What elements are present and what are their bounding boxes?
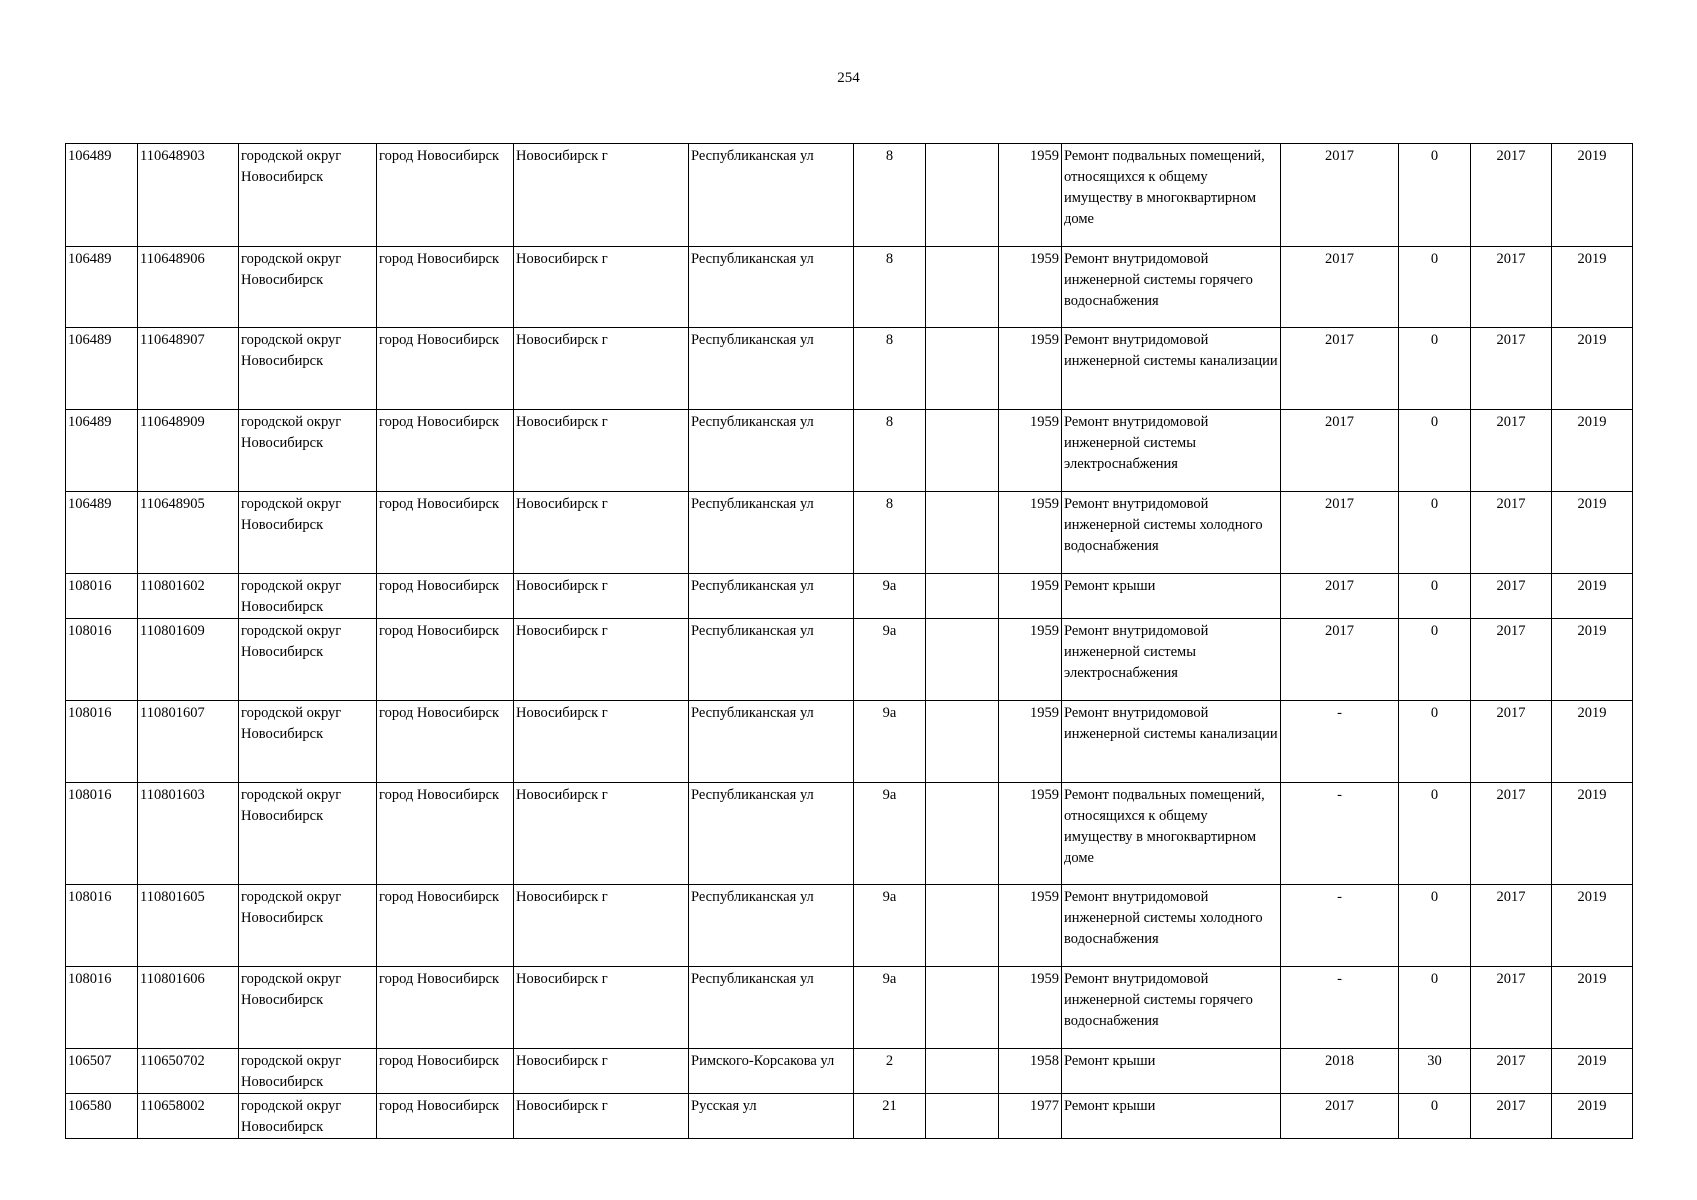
- cell-year-to: 2019: [1552, 783, 1633, 885]
- cell-settlement: город Новосибирск: [377, 247, 514, 328]
- cell-code: 110801606: [138, 967, 239, 1049]
- cell-city: Новосибирск г: [514, 1094, 689, 1139]
- cell-settlement: город Новосибирск: [377, 783, 514, 885]
- cell-street: Республиканская ул: [689, 967, 854, 1049]
- cell-house: 8: [854, 492, 926, 574]
- registry-table: [65, 143, 1633, 1139]
- table-row: [66, 247, 1633, 328]
- cell-city: Новосибирск г: [514, 247, 689, 328]
- cell-year-plan: -: [1281, 885, 1399, 967]
- cell-house: 8: [854, 410, 926, 492]
- cell-city: Новосибирск г: [514, 328, 689, 410]
- cell-street: Республиканская ул: [689, 492, 854, 574]
- cell-year: 1959: [999, 619, 1062, 701]
- cell-code: 110648906: [138, 247, 239, 328]
- cell-percent: 0: [1399, 967, 1471, 1049]
- cell-street: Республиканская ул: [689, 328, 854, 410]
- cell-city: Новосибирск г: [514, 574, 689, 619]
- cell-code: 110658002: [138, 1094, 239, 1139]
- cell-year-to: 2019: [1552, 574, 1633, 619]
- cell-id: 108016: [66, 783, 138, 885]
- cell-district: городской округ Новосибирск: [239, 328, 377, 410]
- cell-year-to: 2019: [1552, 1049, 1633, 1094]
- cell-building: [926, 410, 999, 492]
- table-row: [66, 574, 1633, 619]
- cell-building: [926, 247, 999, 328]
- cell-id: 108016: [66, 885, 138, 967]
- cell-district: городской округ Новосибирск: [239, 410, 377, 492]
- cell-year-to: 2019: [1552, 701, 1633, 783]
- cell-percent: 0: [1399, 574, 1471, 619]
- cell-work: Ремонт внутридомовой инженерной системы холодного водоснабжения: [1062, 492, 1281, 574]
- cell-street: Республиканская ул: [689, 247, 854, 328]
- cell-house: 8: [854, 247, 926, 328]
- cell-house: 9а: [854, 783, 926, 885]
- cell-building: [926, 967, 999, 1049]
- cell-city: Новосибирск г: [514, 885, 689, 967]
- cell-street: Республиканская ул: [689, 619, 854, 701]
- cell-street: Республиканская ул: [689, 410, 854, 492]
- cell-year-to: 2019: [1552, 144, 1633, 247]
- cell-house: 9а: [854, 967, 926, 1049]
- cell-settlement: город Новосибирск: [377, 1094, 514, 1139]
- cell-settlement: город Новосибирск: [377, 328, 514, 410]
- cell-id: 106507: [66, 1049, 138, 1094]
- cell-year-plan: 2017: [1281, 144, 1399, 247]
- cell-id: 106489: [66, 328, 138, 410]
- cell-year-from: 2017: [1471, 701, 1552, 783]
- cell-percent: 0: [1399, 783, 1471, 885]
- table-row: [66, 492, 1633, 574]
- cell-year: 1959: [999, 701, 1062, 783]
- cell-year: 1959: [999, 574, 1062, 619]
- cell-code: 110648909: [138, 410, 239, 492]
- cell-building: [926, 574, 999, 619]
- cell-house: 8: [854, 144, 926, 247]
- cell-district: городской округ Новосибирск: [239, 1049, 377, 1094]
- cell-year-plan: 2017: [1281, 492, 1399, 574]
- cell-id: 108016: [66, 574, 138, 619]
- cell-street: Римского-Корсакова ул: [689, 1049, 854, 1094]
- cell-percent: 30: [1399, 1049, 1471, 1094]
- cell-code: 110801602: [138, 574, 239, 619]
- cell-percent: 0: [1399, 328, 1471, 410]
- cell-year-from: 2017: [1471, 144, 1552, 247]
- cell-year-plan: -: [1281, 967, 1399, 1049]
- cell-id: 106489: [66, 247, 138, 328]
- cell-settlement: город Новосибирск: [377, 1049, 514, 1094]
- cell-street: Русская ул: [689, 1094, 854, 1139]
- cell-street: Республиканская ул: [689, 144, 854, 247]
- table-body: [66, 144, 1633, 1139]
- cell-year-from: 2017: [1471, 1049, 1552, 1094]
- table-row: [66, 1094, 1633, 1139]
- cell-year-plan: 2017: [1281, 410, 1399, 492]
- cell-percent: 0: [1399, 247, 1471, 328]
- cell-year-to: 2019: [1552, 619, 1633, 701]
- cell-building: [926, 492, 999, 574]
- cell-work: Ремонт крыши: [1062, 1049, 1281, 1094]
- cell-building: [926, 328, 999, 410]
- cell-year-to: 2019: [1552, 410, 1633, 492]
- cell-house: 21: [854, 1094, 926, 1139]
- cell-street: Республиканская ул: [689, 574, 854, 619]
- cell-year: 1959: [999, 885, 1062, 967]
- table-row: [66, 967, 1633, 1049]
- cell-percent: 0: [1399, 885, 1471, 967]
- cell-year-plan: -: [1281, 701, 1399, 783]
- cell-house: 9а: [854, 574, 926, 619]
- cell-percent: 0: [1399, 701, 1471, 783]
- cell-year-from: 2017: [1471, 967, 1552, 1049]
- cell-year-from: 2017: [1471, 328, 1552, 410]
- table-row: [66, 701, 1633, 783]
- table-row: [66, 783, 1633, 885]
- cell-work: Ремонт крыши: [1062, 1094, 1281, 1139]
- cell-id: 106580: [66, 1094, 138, 1139]
- cell-building: [926, 783, 999, 885]
- table-row: [66, 144, 1633, 247]
- cell-work: Ремонт внутридомовой инженерной системы горячего водоснабжения: [1062, 967, 1281, 1049]
- cell-settlement: город Новосибирск: [377, 619, 514, 701]
- cell-year: 1959: [999, 247, 1062, 328]
- cell-settlement: город Новосибирск: [377, 410, 514, 492]
- cell-year-plan: 2017: [1281, 574, 1399, 619]
- cell-code: 110648903: [138, 144, 239, 247]
- cell-percent: 0: [1399, 492, 1471, 574]
- cell-percent: 0: [1399, 1094, 1471, 1139]
- cell-year-to: 2019: [1552, 1094, 1633, 1139]
- cell-street: Республиканская ул: [689, 885, 854, 967]
- cell-year-plan: 2017: [1281, 328, 1399, 410]
- cell-year-from: 2017: [1471, 885, 1552, 967]
- cell-building: [926, 885, 999, 967]
- cell-code: 110801607: [138, 701, 239, 783]
- cell-work: Ремонт крыши: [1062, 574, 1281, 619]
- cell-district: городской округ Новосибирск: [239, 885, 377, 967]
- cell-settlement: город Новосибирск: [377, 574, 514, 619]
- table-row: [66, 885, 1633, 967]
- cell-city: Новосибирск г: [514, 410, 689, 492]
- cell-district: городской округ Новосибирск: [239, 967, 377, 1049]
- cell-building: [926, 1094, 999, 1139]
- cell-settlement: город Новосибирск: [377, 885, 514, 967]
- cell-district: городской округ Новосибирск: [239, 619, 377, 701]
- cell-year-plan: -: [1281, 783, 1399, 885]
- cell-city: Новосибирск г: [514, 783, 689, 885]
- cell-building: [926, 701, 999, 783]
- cell-code: 110801609: [138, 619, 239, 701]
- cell-work: Ремонт внутридомовой инженерной системы электроснабжения: [1062, 619, 1281, 701]
- cell-year-from: 2017: [1471, 783, 1552, 885]
- cell-code: 110648907: [138, 328, 239, 410]
- cell-house: 2: [854, 1049, 926, 1094]
- cell-building: [926, 144, 999, 247]
- cell-work: Ремонт внутридомовой инженерной системы холодного водоснабжения: [1062, 885, 1281, 967]
- cell-year-from: 2017: [1471, 247, 1552, 328]
- cell-city: Новосибирск г: [514, 492, 689, 574]
- cell-house: 9а: [854, 885, 926, 967]
- cell-year: 1959: [999, 967, 1062, 1049]
- cell-work: Ремонт внутридомовой инженерной системы канализации: [1062, 328, 1281, 410]
- cell-district: городской округ Новосибирск: [239, 492, 377, 574]
- cell-house: 8: [854, 328, 926, 410]
- cell-year-from: 2017: [1471, 492, 1552, 574]
- cell-id: 108016: [66, 701, 138, 783]
- cell-work: Ремонт внутридомовой инженерной системы электроснабжения: [1062, 410, 1281, 492]
- cell-code: 110801603: [138, 783, 239, 885]
- cell-work: Ремонт подвальных помещений, относящихся к общему имуществу в многоквартирном доме: [1062, 783, 1281, 885]
- cell-district: городской округ Новосибирск: [239, 144, 377, 247]
- cell-year-from: 2017: [1471, 1094, 1552, 1139]
- cell-year-from: 2017: [1471, 574, 1552, 619]
- cell-street: Республиканская ул: [689, 783, 854, 885]
- cell-district: городской округ Новосибирск: [239, 247, 377, 328]
- cell-district: городской округ Новосибирск: [239, 701, 377, 783]
- cell-year-to: 2019: [1552, 247, 1633, 328]
- table-row: [66, 410, 1633, 492]
- cell-id: 108016: [66, 619, 138, 701]
- cell-year-plan: 2018: [1281, 1049, 1399, 1094]
- cell-code: 110650702: [138, 1049, 239, 1094]
- cell-work: Ремонт внутридомовой инженерной системы горячего водоснабжения: [1062, 247, 1281, 328]
- cell-year: 1977: [999, 1094, 1062, 1139]
- cell-year-from: 2017: [1471, 619, 1552, 701]
- cell-year: 1959: [999, 328, 1062, 410]
- cell-year-plan: 2017: [1281, 619, 1399, 701]
- cell-percent: 0: [1399, 410, 1471, 492]
- cell-house: 9а: [854, 701, 926, 783]
- page-number: 254: [837, 70, 860, 86]
- cell-settlement: город Новосибирск: [377, 492, 514, 574]
- cell-percent: 0: [1399, 144, 1471, 247]
- cell-code: 110648905: [138, 492, 239, 574]
- table-row: [66, 328, 1633, 410]
- cell-id: 106489: [66, 410, 138, 492]
- cell-city: Новосибирск г: [514, 967, 689, 1049]
- cell-year: 1959: [999, 410, 1062, 492]
- cell-house: 9а: [854, 619, 926, 701]
- cell-percent: 0: [1399, 619, 1471, 701]
- cell-year-to: 2019: [1552, 885, 1633, 967]
- cell-year-plan: 2017: [1281, 1094, 1399, 1139]
- table-row: [66, 1049, 1633, 1094]
- cell-settlement: город Новосибирск: [377, 144, 514, 247]
- cell-code: 110801605: [138, 885, 239, 967]
- cell-work: Ремонт подвальных помещений, относящихся к общему имуществу в многоквартирном доме: [1062, 144, 1281, 247]
- cell-street: Республиканская ул: [689, 701, 854, 783]
- cell-year: 1958: [999, 1049, 1062, 1094]
- cell-year-to: 2019: [1552, 492, 1633, 574]
- table-row: [66, 619, 1633, 701]
- cell-building: [926, 1049, 999, 1094]
- cell-settlement: город Новосибирск: [377, 967, 514, 1049]
- cell-year-to: 2019: [1552, 328, 1633, 410]
- cell-building: [926, 619, 999, 701]
- cell-district: городской округ Новосибирск: [239, 574, 377, 619]
- cell-city: Новосибирск г: [514, 1049, 689, 1094]
- cell-work: Ремонт внутридомовой инженерной системы канализации: [1062, 701, 1281, 783]
- cell-district: городской округ Новосибирск: [239, 783, 377, 885]
- cell-year: 1959: [999, 144, 1062, 247]
- cell-settlement: город Новосибирск: [377, 701, 514, 783]
- cell-city: Новосибирск г: [514, 144, 689, 247]
- cell-district: городской округ Новосибирск: [239, 1094, 377, 1139]
- cell-id: 106489: [66, 492, 138, 574]
- cell-year-plan: 2017: [1281, 247, 1399, 328]
- cell-year-from: 2017: [1471, 410, 1552, 492]
- cell-city: Новосибирск г: [514, 619, 689, 701]
- cell-year: 1959: [999, 492, 1062, 574]
- cell-city: Новосибирск г: [514, 701, 689, 783]
- cell-id: 108016: [66, 967, 138, 1049]
- cell-year: 1959: [999, 783, 1062, 885]
- cell-year-to: 2019: [1552, 967, 1633, 1049]
- cell-id: 106489: [66, 144, 138, 247]
